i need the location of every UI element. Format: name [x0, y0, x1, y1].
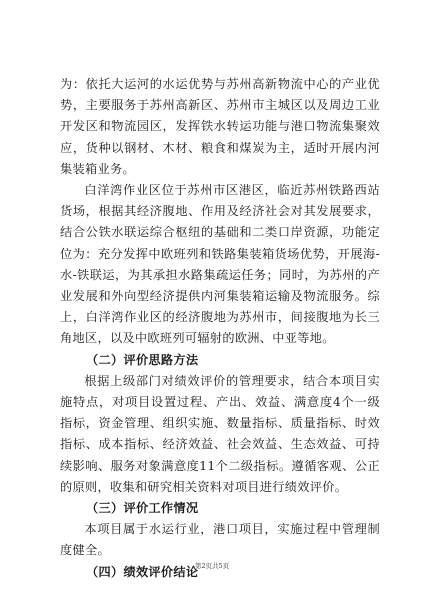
section-heading-evaluation-conclusion: （四）绩效评价结论	[86, 564, 199, 579]
page-number-footer: 第2页共5页	[194, 562, 230, 570]
document-body	[60, 74, 380, 583]
paragraph-port-positioning: 为：依托大运河的水运优势与苏州高新物流中心的产业优势，主要服务于苏州高新区、苏州市主城区以及周边工业开发区和物流园区，发挥铁水转运功能与港口物流集聚效应，货种以钢材、木材、粮食和煤炭为主，适时开展内河集装箱业务。	[60, 77, 380, 176]
paragraph-evaluation-work: 本项目属于水运行业，港口项目，实施过程中管理制度健全。	[60, 522, 380, 558]
paragraph-evaluation-method: 根据上级部门对绩效评价的管理要求，结合本项目实施特点，对项目设置过程、产出、效益、满意度4个一级指标，资金管理、组织实施、数量指标、质量指标、时效指标、成本指标、经济效益、社会效益、生态效益、可持续影响、服务对象满意度11个二级指标。遵循客观、公正的原则，收集和研究相关资料对项目进行绩效评价。	[60, 373, 380, 494]
section-heading-evaluation-method: （二）评价思路方法	[86, 352, 199, 367]
section-heading-evaluation-work: （三）评价工作情况	[86, 501, 199, 516]
paragraph-baiyangwan-area: 白洋湾作业区位于苏州市区港区，临近苏州铁路西站货场，根据其经济腹地、作用及经济社会对其发展要求，结合公铁水联运综合枢纽的基础和二类口岸资源，功能定位为：充分发挥中欧班列和铁路集装箱货场优势，开展海-水-铁联运，为其承担水路集疏运任务；同时，为苏州的产业发展和外向型经济提供内河集装箱运输及物流服务。综上，白洋湾作业区的经济腹地为苏州市，间接腹地为长三角地区，以及中欧班列可辐射的欧洲、中亚等地。	[60, 183, 380, 346]
